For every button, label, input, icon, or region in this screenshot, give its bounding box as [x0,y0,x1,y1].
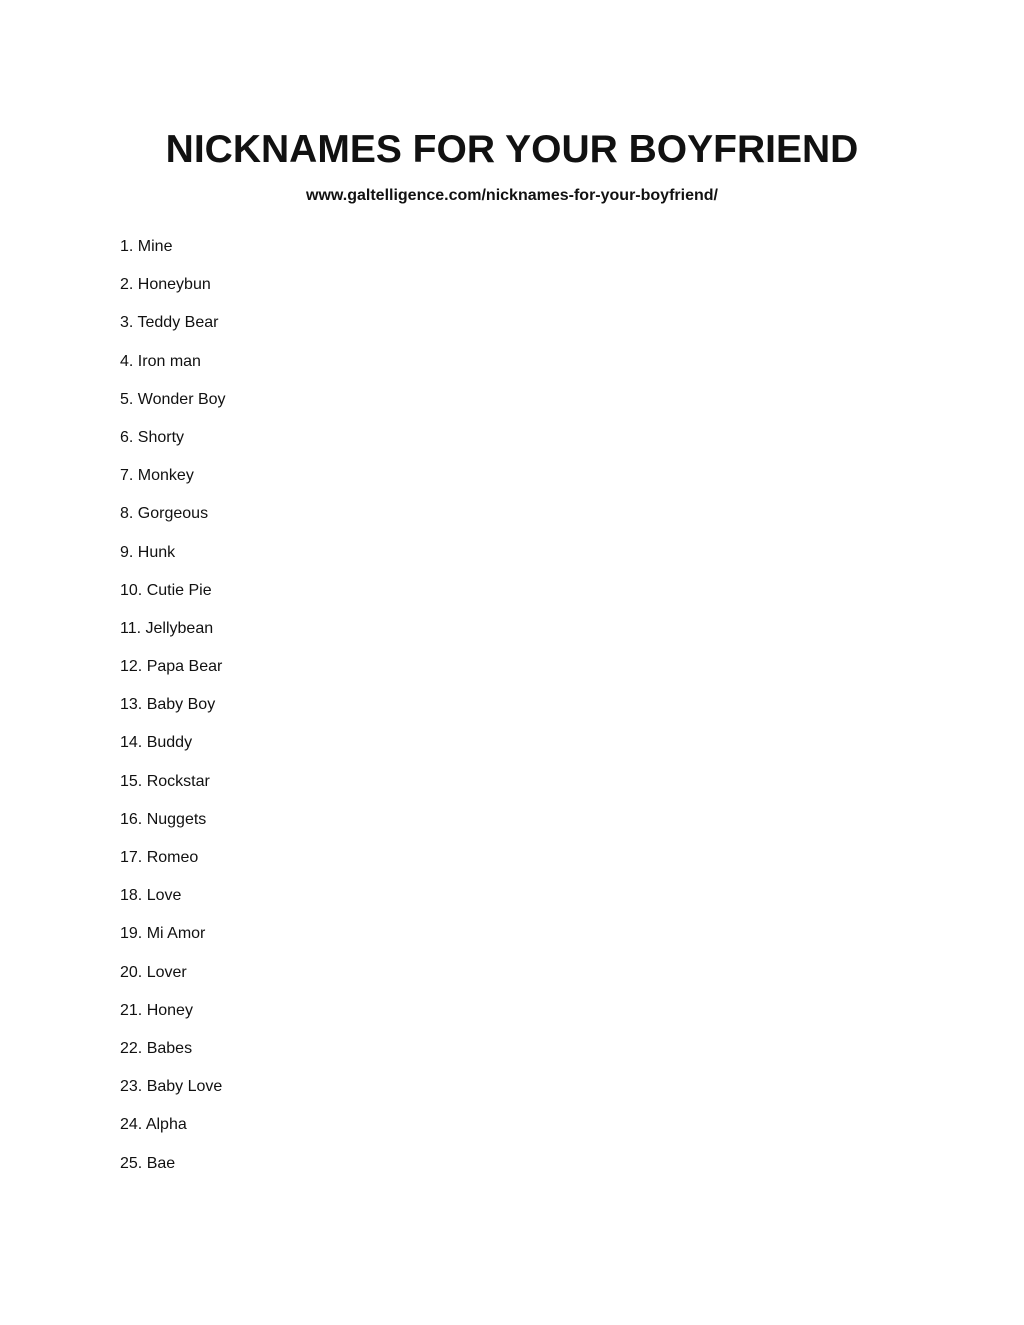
list-item [120,541,226,579]
list-item [120,922,226,960]
list-item-name: Monkey [137,467,194,485]
list-item-number: 11. [120,619,142,637]
list-item-name: Baby Boy [146,696,216,714]
list-item-number: 17. [120,849,143,866]
list-item-number: 23. [120,1078,143,1096]
list-item-number: 18. [120,887,143,905]
list-item-number: 25. [120,1154,143,1172]
list-item-number: 2. [120,276,134,294]
list-item-name: Rockstar [146,772,210,790]
list-item-name: Honeybun [137,276,211,294]
list-item-name: Nuggets [146,810,207,828]
list-item [120,731,226,769]
list-item [120,350,226,388]
list-item-name: Teddy Bear [137,314,219,332]
list-item [120,1037,226,1075]
list-item-name: Romeo [146,849,199,866]
list-item-number: 4. [120,352,134,370]
list-item-name: Jellybean [145,619,214,637]
list-item-name: Mine [137,238,173,255]
list-item [120,693,226,731]
list-item-number: 6. [120,428,134,446]
list-item-name: Hunk [137,543,176,561]
list-item [120,999,226,1037]
list-item-number: 24. [120,1116,143,1134]
list-item [120,388,226,426]
list-item-name: Papa Bear [146,658,223,676]
list-item-number: 9. [120,543,134,561]
list-item [120,464,226,502]
list-item-number: 12. [120,658,143,676]
list-item-number: 21. [120,1001,143,1019]
list-item-number: 22. [120,1039,143,1057]
list-item [120,617,226,655]
list-item-number: 14. [120,734,143,752]
list-item-number: 16. [120,810,143,828]
list-item-number: 7. [120,467,134,485]
list-item-name: Alpha [145,1116,187,1134]
list-item [120,273,226,311]
list-item-name: Babes [146,1039,193,1057]
list-item-name: Buddy [146,734,193,752]
list-item-name: Mi Amor [146,925,206,943]
list-item [120,884,226,922]
list-item-name: Iron man [137,352,201,370]
list-item [120,655,226,693]
list-item [120,961,226,999]
list-item-name: Lover [146,963,187,981]
list-item [120,1152,226,1190]
list-item-name: Honey [146,1001,193,1019]
list-item [120,579,226,617]
list-item [120,1075,226,1113]
list-item [120,770,226,808]
list-item-number: 19. [120,925,143,943]
nickname-list [120,235,226,1190]
list-item-name: Gorgeous [137,505,209,523]
list-item-number: 10. [120,581,143,599]
list-item-name: Wonder Boy [137,390,226,408]
list-item-number: 13. [120,696,143,714]
list-item-name: Bae [146,1154,176,1172]
list-item-name: Love [146,887,182,905]
list-item [120,1113,226,1151]
list-item [120,808,226,846]
list-item [120,235,226,273]
source-url: www.galtelligence.com/nicknames-for-your-boyfriend/ [306,187,718,204]
list-item [120,502,226,540]
list-item-number: 1. [120,238,134,255]
list-item [120,426,226,464]
page-title: NICKNAMES FOR YOUR BOYFRIEND [165,128,859,171]
list-item-number: 15. [120,772,143,790]
list-item-name: Cutie Pie [146,581,212,599]
list-item [120,846,226,884]
list-item-number: 20. [120,963,143,981]
list-item-name: Shorty [137,428,185,446]
list-item [120,311,226,349]
list-item-number: 5. [120,390,134,408]
list-item-number: 3. [120,314,134,332]
list-item-number: 8. [120,505,134,523]
list-item-name: Baby Love [146,1078,223,1096]
